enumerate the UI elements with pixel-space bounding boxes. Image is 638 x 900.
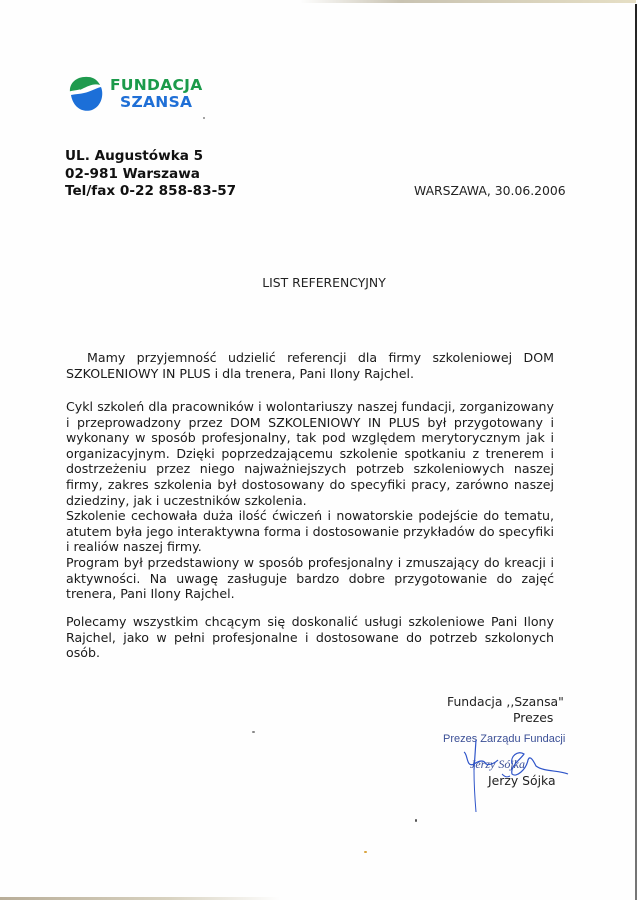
sender-address	[65, 148, 236, 201]
handwritten-signature	[440, 730, 580, 820]
letter-date: WARSZAWA, 30.06.2006	[414, 183, 566, 198]
logo-text-fundacja: FUNDACJA	[110, 76, 203, 94]
stamp-text: Prezes Zarządu Fundacji	[443, 733, 566, 745]
scan-edge-right	[635, 4, 637, 900]
paragraph-recommendation-text: Polecamy wszystkim chcącym się doskonalić usługi szkoleniowe Pani Ilony Rajchel, jako w pełni profesjonalne i dostosowane do potrzeb szkolonych osób.	[66, 614, 554, 661]
signature-organization: Fundacja ,,Szansa"	[447, 694, 564, 709]
paragraph-main-2: Szkolenie cechowała duża ilość ćwiczeń i nowatorskie podejście do tematu, atutem była jego interaktywna forma i dostosowanie przykładów do specyfiki i realiów naszej firmy.	[66, 508, 554, 555]
scan-speck	[364, 851, 367, 853]
scan-speck	[252, 731, 255, 733]
scan-edge-top	[300, 0, 636, 3]
paragraph-recommendation	[66, 614, 554, 661]
paragraph-intro	[66, 350, 554, 381]
signature-block	[447, 694, 564, 726]
globe-swirl-icon	[64, 72, 108, 116]
organization-logo	[64, 72, 203, 116]
address-street: UL. Augustówka 5	[65, 148, 204, 164]
paragraph-main	[66, 399, 554, 602]
paragraph-main-1: Cykl szkoleń dla pracowników i wolontariuszy naszej fundacji, zorganizowany i przeprowadzony przez DOM SZKOLENIOWY IN PLUS był przygotowany i wykonany w sposób profesjonalny, tak pod względem merytorycznym jak i organizacyjnym. Dzięki poprzedzającemu szkolenie spotkaniu z trenerem i dostrzeżeniu przez niego najważniejszych potrzeb szkoleniowych naszej firmy, zakres szkolenia był dostosowany do specyfiki pracy, zarówno naszej dziedziny, jak i uczestników szkolenia.	[66, 399, 554, 508]
scan-speck	[415, 819, 417, 822]
stamp-name: Jerzy Sójka	[470, 757, 525, 771]
logo-text-szansa: SZANSA	[120, 93, 193, 111]
signer-name: Jerzy Sójka	[488, 773, 556, 788]
paragraph-main-3: Program był przedstawiony w sposób profesjonalny i zmuszający do kreacji i aktywności. Na uwagę zasługuje bardzo dobre przygotowanie do zajęć trenera, Pani Ilony Rajchel.	[66, 554, 554, 602]
scan-speck	[203, 117, 205, 119]
address-phone: Tel/fax 0-22 858-83-57	[65, 183, 237, 199]
document-title: LIST REFERENCYJNY	[262, 275, 386, 290]
signature-role: Prezes	[513, 710, 554, 725]
address-city: 02-981 Warszawa	[65, 165, 200, 182]
paragraph-intro-text: Mamy przyjemność udzielić referencji dla firmy szkoleniowej DOM SZKOLENIOWY IN PLUS i dla trenera, Pani Ilony Rajchel.	[66, 350, 554, 381]
